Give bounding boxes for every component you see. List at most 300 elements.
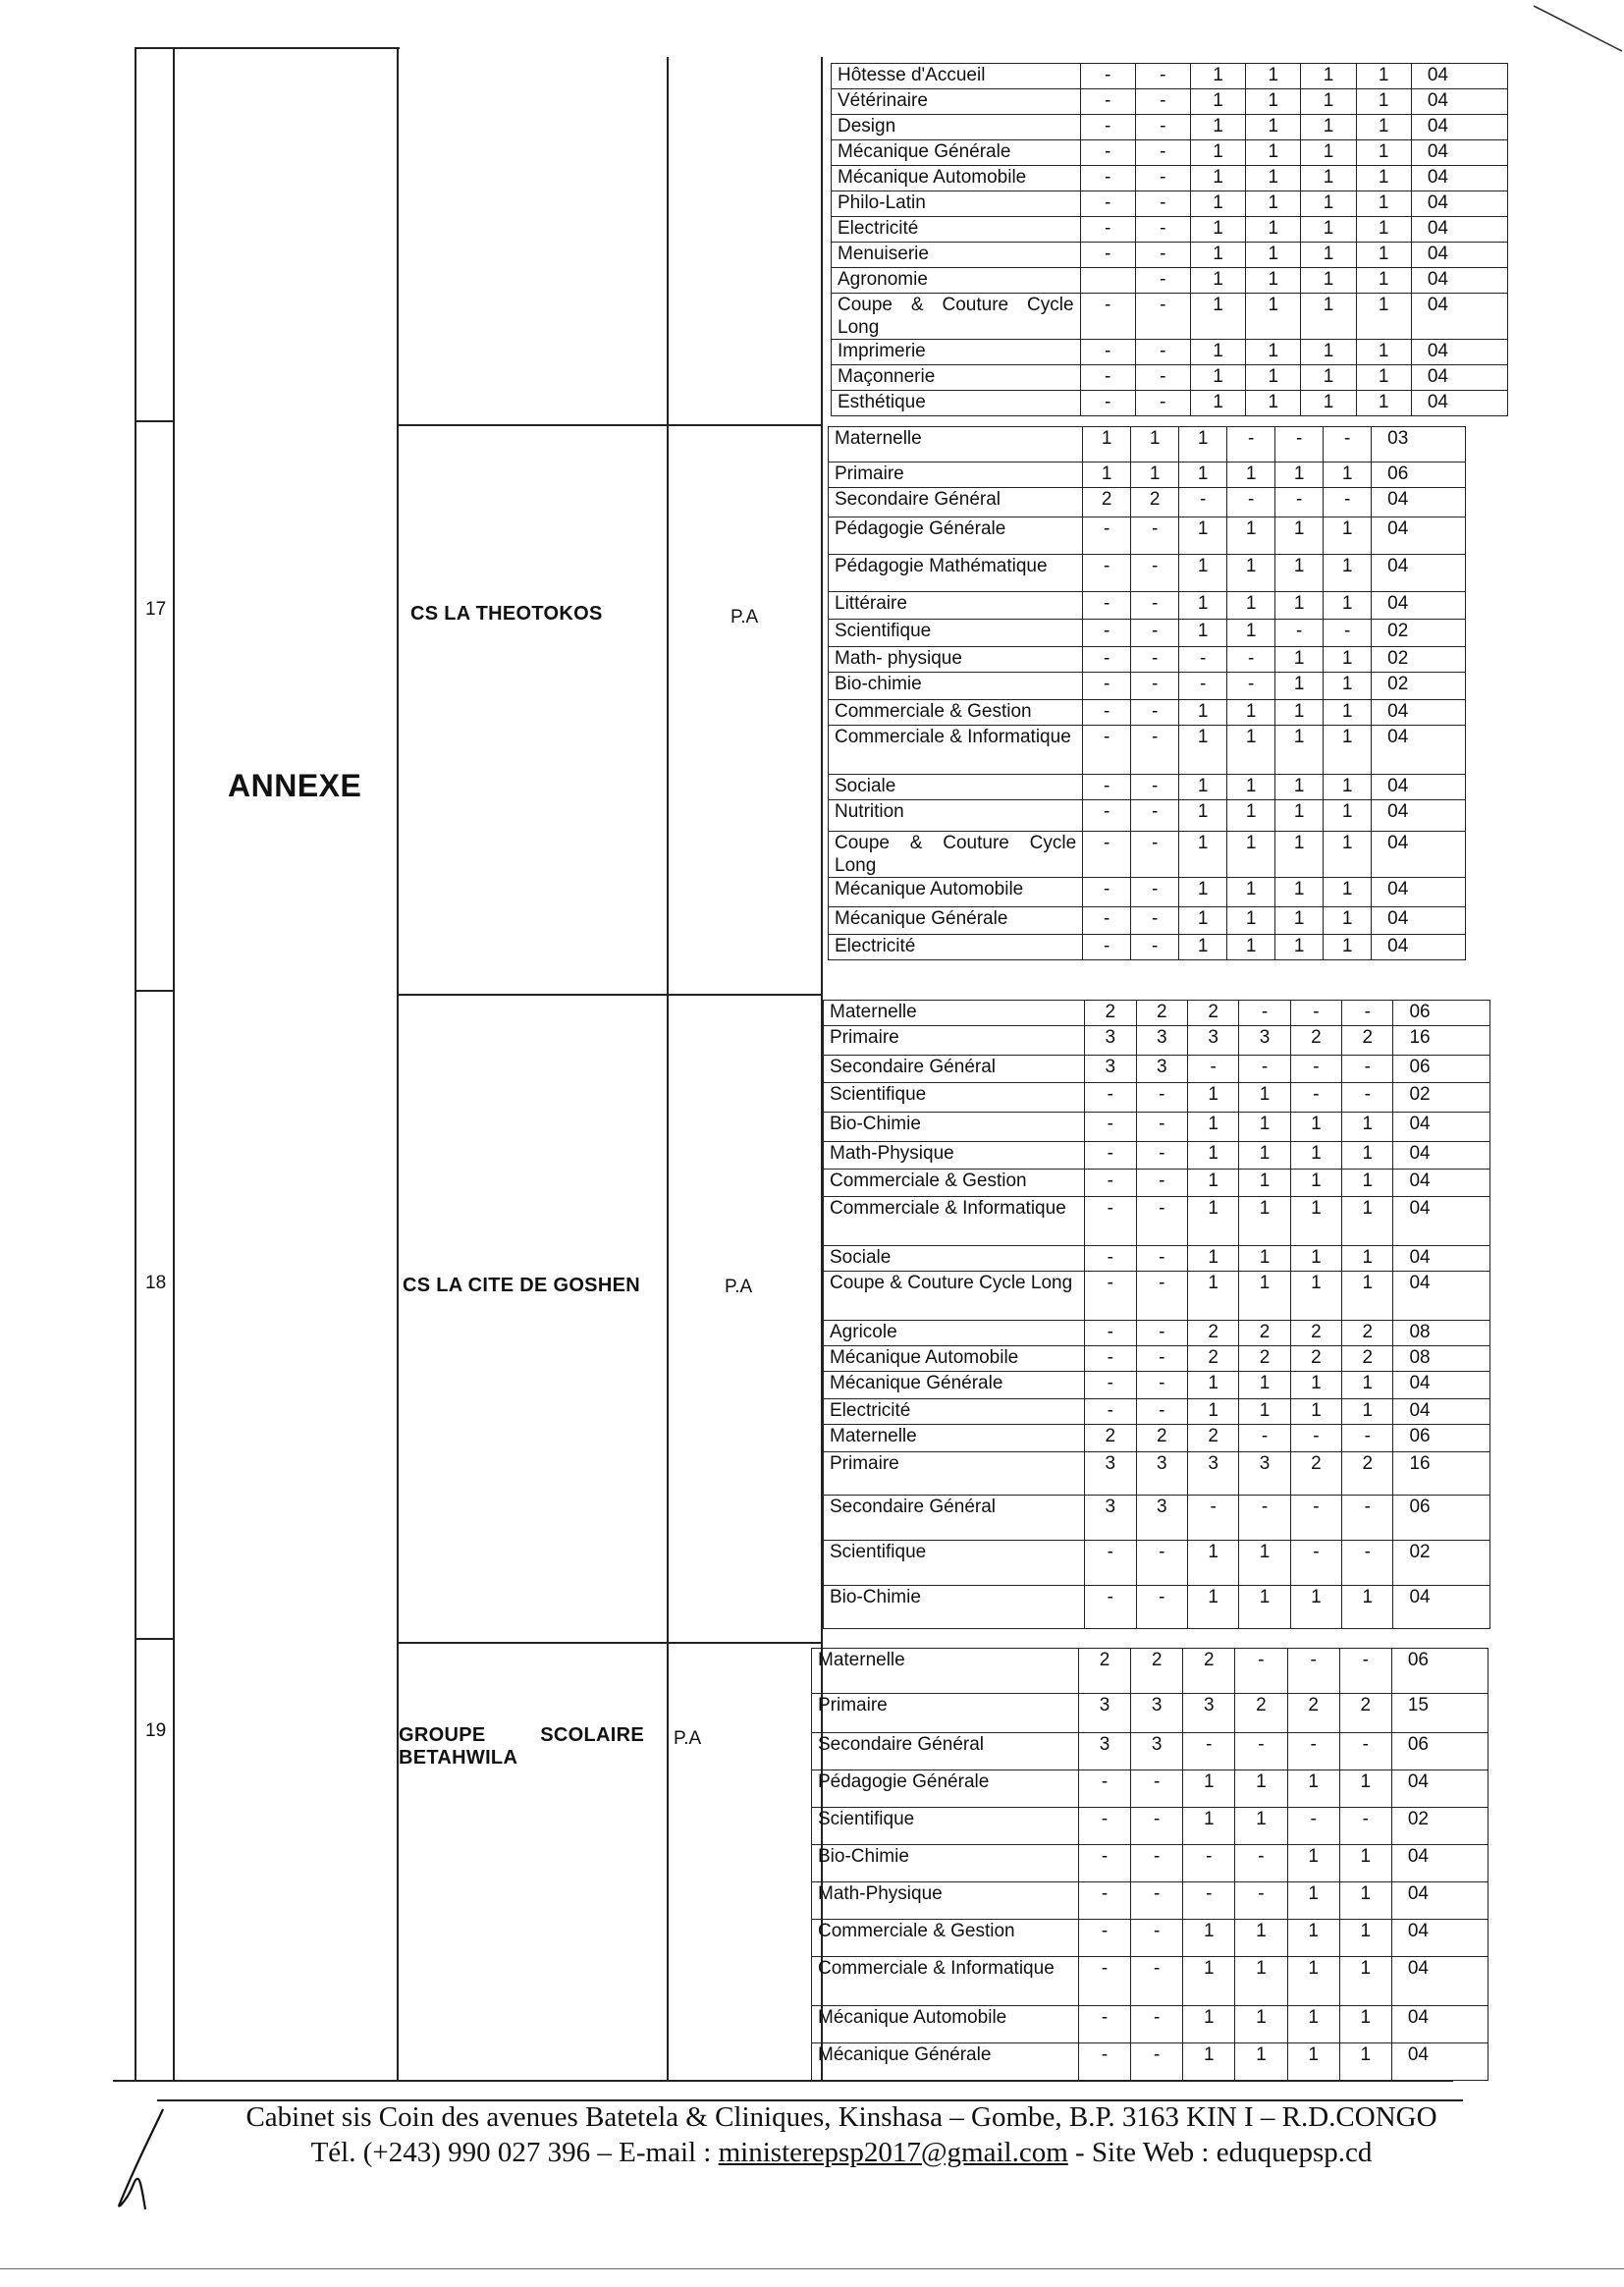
footer-email-link[interactable]: ministerepsp2017@gmail.com — [718, 2137, 1068, 2168]
class-count-cell: 1 — [1324, 463, 1372, 488]
row-total-cell: 04 — [1411, 294, 1507, 340]
class-count-cell: - — [1339, 1649, 1391, 1694]
class-count-cell: 1 — [1239, 1272, 1290, 1321]
class-count-cell: 1 — [1287, 2043, 1339, 2081]
table-row — [829, 726, 1466, 775]
row-total-cell: 04 — [1411, 243, 1507, 268]
option-name: Secondaire Général — [824, 1496, 1085, 1541]
class-count-cell: 1 — [1301, 64, 1356, 89]
class-count-cell: 1 — [1342, 1113, 1393, 1142]
class-count-cell: 1 — [1187, 1083, 1238, 1113]
row-total-cell: 04 — [1391, 1920, 1488, 1957]
class-count-cell: - — [1080, 365, 1135, 391]
table-row — [824, 1197, 1490, 1246]
class-count-cell: 1 — [1179, 832, 1227, 878]
class-count-cell: 1 — [1275, 463, 1324, 488]
class-count-cell: - — [1131, 2043, 1183, 2081]
option-name: Pédagogie Générale — [812, 1770, 1079, 1808]
row-total-cell: 06 — [1372, 463, 1466, 488]
class-count-cell: 1 — [1339, 2043, 1391, 2081]
option-name: Math-Physique — [824, 1142, 1085, 1170]
class-count-cell: 1 — [1275, 832, 1324, 878]
annexe-label: ANNEXE — [228, 768, 362, 803]
class-count-cell: - — [1290, 1541, 1341, 1586]
class-count-cell: 1 — [1246, 166, 1301, 191]
class-count-cell: 1 — [1342, 1197, 1393, 1246]
class-count-cell: - — [1131, 878, 1179, 907]
class-count-cell: - — [1227, 488, 1275, 517]
class-count-cell: - — [1080, 217, 1135, 243]
class-count-cell: - — [1131, 2006, 1183, 2043]
class-count-cell: - — [1290, 1056, 1341, 1083]
row-total-cell: 04 — [1393, 1399, 1490, 1425]
footer-contact — [0, 2137, 1624, 2169]
table-row — [832, 340, 1508, 365]
table-row — [824, 1272, 1490, 1321]
class-count-cell: 1 — [1356, 365, 1411, 391]
class-count-cell: 1 — [1190, 115, 1245, 140]
class-count-cell: - — [1290, 1001, 1341, 1026]
class-count-cell: 1 — [1356, 191, 1411, 217]
class-count-cell: 1 — [1190, 166, 1245, 191]
class-count-cell: 1 — [1246, 191, 1301, 217]
class-count-cell: 2 — [1287, 1694, 1339, 1733]
option-name: Coupe & Couture Cycle Long — [832, 294, 1081, 340]
class-count-cell: 1 — [1301, 294, 1356, 340]
table-row — [829, 488, 1466, 517]
class-count-cell: 1 — [1324, 700, 1372, 726]
class-count-cell: 3 — [1131, 1733, 1183, 1770]
class-count-cell: - — [1131, 907, 1179, 935]
class-count-cell: 3 — [1187, 1452, 1238, 1496]
row-total-cell: 06 — [1393, 1056, 1490, 1083]
class-count-cell: 1 — [1301, 191, 1356, 217]
table-row — [832, 391, 1508, 416]
class-count-cell: 1 — [1179, 935, 1227, 960]
class-count-cell: 1 — [1083, 463, 1131, 488]
class-count-cell: 1 — [1187, 1372, 1238, 1399]
class-count-cell: 1 — [1301, 140, 1356, 166]
table-row — [832, 166, 1508, 191]
class-count-cell: 3 — [1239, 1452, 1290, 1496]
class-count-cell: - — [1085, 1170, 1136, 1197]
class-count-cell: - — [1131, 935, 1179, 960]
class-count-cell: - — [1131, 1957, 1183, 2006]
class-count-cell: 1 — [1187, 1541, 1238, 1586]
table-row — [832, 217, 1508, 243]
option-name: Vétérinaire — [832, 89, 1081, 115]
table-row — [824, 1346, 1490, 1372]
class-count-cell: - — [1131, 517, 1179, 555]
row-total-cell: 04 — [1411, 365, 1507, 391]
class-count-cell: - — [1235, 1649, 1287, 1694]
table-row — [832, 268, 1508, 294]
row-total-cell: 04 — [1393, 1586, 1490, 1629]
class-count-cell: 2 — [1239, 1346, 1290, 1372]
option-name: Maternelle — [824, 1425, 1085, 1452]
class-count-cell: 1 — [1275, 907, 1324, 935]
class-count-cell: 1 — [1324, 935, 1372, 960]
class-count-cell: 1 — [1179, 907, 1227, 935]
table-row — [824, 1246, 1490, 1272]
class-count-cell: 1 — [1235, 1957, 1287, 2006]
option-name: Mécanique Automobile — [824, 1346, 1085, 1372]
class-count-cell: 1 — [1227, 907, 1275, 935]
row-total-cell: 04 — [1372, 832, 1466, 878]
class-count-cell: 1 — [1183, 1770, 1235, 1808]
table-row — [829, 800, 1466, 832]
class-count-cell: 3 — [1085, 1496, 1136, 1541]
option-name: Nutrition — [829, 800, 1083, 832]
class-count-cell: - — [1085, 1197, 1136, 1246]
row-total-cell: 04 — [1393, 1170, 1490, 1197]
footer-website: - Site Web : eduquepsp.cd — [1067, 2137, 1373, 2168]
class-count-cell: 1 — [1287, 1845, 1339, 1882]
row-total-cell: 04 — [1372, 488, 1466, 517]
table-row — [824, 1496, 1490, 1541]
class-count-cell: - — [1136, 1170, 1187, 1197]
class-count-cell: 1 — [1356, 140, 1411, 166]
row-total-cell: 04 — [1372, 907, 1466, 935]
class-count-cell: 1 — [1324, 832, 1372, 878]
option-name: Bio-Chimie — [812, 1845, 1079, 1882]
class-count-cell: 1 — [1301, 365, 1356, 391]
options-table-groupe-scolaire-betahwila — [811, 1648, 1489, 2081]
class-count-cell: 1 — [1190, 243, 1245, 268]
class-count-cell: 2 — [1290, 1321, 1341, 1346]
option-name: Agricole — [824, 1321, 1085, 1346]
table-row — [832, 64, 1508, 89]
class-count-cell: - — [1085, 1113, 1136, 1142]
class-count-cell: - — [1080, 391, 1135, 416]
class-count-cell: 1 — [1239, 1586, 1290, 1629]
class-count-cell: - — [1135, 340, 1190, 365]
class-count-cell: 1 — [1246, 243, 1301, 268]
class-count-cell: 1 — [1301, 340, 1356, 365]
class-count-cell: 2 — [1085, 1425, 1136, 1452]
class-count-cell: - — [1131, 1845, 1183, 1882]
row-total-cell: 04 — [1411, 89, 1507, 115]
class-count-cell: - — [1085, 1541, 1136, 1586]
row-total-cell: 04 — [1411, 191, 1507, 217]
class-count-cell: 1 — [1339, 1882, 1391, 1920]
class-count-cell: 1 — [1187, 1246, 1238, 1272]
class-count-cell: 1 — [1239, 1197, 1290, 1246]
class-count-cell: 1 — [1190, 340, 1245, 365]
class-count-cell: 1 — [1246, 268, 1301, 294]
class-count-cell: - — [1083, 620, 1131, 647]
class-count-cell: - — [1342, 1425, 1393, 1452]
class-count-cell: - — [1078, 1882, 1130, 1920]
class-count-cell: - — [1179, 647, 1227, 673]
table-row — [824, 1586, 1490, 1629]
row-total-cell: 04 — [1391, 1882, 1488, 1920]
option-name: Secondaire Général — [812, 1733, 1079, 1770]
row-total-cell: 02 — [1391, 1808, 1488, 1845]
class-count-cell: 1 — [1190, 64, 1245, 89]
class-count-cell: 1 — [1290, 1372, 1341, 1399]
class-count-cell: 1 — [1235, 2043, 1287, 2081]
table-row — [829, 832, 1466, 878]
class-count-cell: - — [1136, 1083, 1187, 1113]
class-count-cell: 3 — [1136, 1026, 1187, 1056]
option-name: Maternelle — [812, 1649, 1079, 1694]
school-name-19-line1: GROUPE SCOLAIRE — [399, 1724, 644, 1746]
class-count-cell: 1 — [1239, 1113, 1290, 1142]
table-row — [832, 365, 1508, 391]
class-count-cell: 2 — [1083, 488, 1131, 517]
class-count-cell: 2 — [1342, 1321, 1393, 1346]
class-count-cell: 1 — [1339, 1770, 1391, 1808]
class-count-cell: - — [1131, 800, 1179, 832]
option-name: Hôtesse d'Accueil — [832, 64, 1081, 89]
class-count-cell: 1 — [1324, 800, 1372, 832]
class-count-cell: 1 — [1246, 64, 1301, 89]
class-count-cell: 2 — [1183, 1649, 1235, 1694]
class-count-cell: 2 — [1187, 1001, 1238, 1026]
class-count-cell: - — [1287, 1808, 1339, 1845]
class-count-cell: 1 — [1239, 1541, 1290, 1586]
class-count-cell: - — [1183, 1845, 1235, 1882]
option-name: Commerciale & Gestion — [829, 700, 1083, 726]
school-status-18: P.A — [725, 1277, 753, 1297]
option-name: Mécanique Automobile — [829, 878, 1083, 907]
class-count-cell: - — [1083, 647, 1131, 673]
class-count-cell: 1 — [1290, 1272, 1341, 1321]
row-total-cell: 04 — [1393, 1197, 1490, 1246]
separator-17-top — [135, 420, 175, 422]
class-count-cell: 1 — [1190, 191, 1245, 217]
class-count-cell: 2 — [1290, 1452, 1341, 1496]
class-count-cell: - — [1131, 726, 1179, 775]
table-row — [824, 1399, 1490, 1425]
class-count-cell: - — [1078, 2006, 1130, 2043]
class-count-cell: 1 — [1179, 592, 1227, 620]
class-count-cell: - — [1080, 89, 1135, 115]
table-row — [812, 1920, 1489, 1957]
option-name: Mécanique Générale — [832, 140, 1081, 166]
class-count-cell: 1 — [1356, 166, 1411, 191]
frame-line-left — [135, 47, 136, 2080]
row-total-cell: 06 — [1393, 1496, 1490, 1541]
class-count-cell: 1 — [1190, 89, 1245, 115]
class-count-cell: 2 — [1131, 1649, 1183, 1694]
class-count-cell: 2 — [1290, 1026, 1341, 1056]
table-row — [829, 517, 1466, 555]
class-count-cell: 1 — [1187, 1272, 1238, 1321]
class-count-cell: 2 — [1342, 1346, 1393, 1372]
class-count-cell: - — [1135, 268, 1190, 294]
class-count-cell: 1 — [1183, 1957, 1235, 2006]
class-count-cell: 1 — [1235, 1770, 1287, 1808]
class-count-cell: 1 — [1179, 620, 1227, 647]
row-total-cell: 06 — [1391, 1733, 1488, 1770]
option-name: Commerciale & Informatique — [824, 1197, 1085, 1246]
class-count-cell: - — [1085, 1083, 1136, 1113]
table-row — [829, 647, 1466, 673]
row-total-cell: 04 — [1372, 592, 1466, 620]
table-row — [832, 243, 1508, 268]
table-row — [812, 1694, 1489, 1733]
class-count-cell: - — [1083, 775, 1131, 800]
class-count-cell: 1 — [1342, 1272, 1393, 1321]
class-count-cell: 1 — [1246, 115, 1301, 140]
class-count-cell: 1 — [1227, 832, 1275, 878]
class-count-cell: 1 — [1190, 268, 1245, 294]
class-count-cell: - — [1135, 365, 1190, 391]
class-count-cell: 2 — [1187, 1321, 1238, 1346]
class-count-cell: 1 — [1356, 391, 1411, 416]
option-name: Electricité — [824, 1399, 1085, 1425]
option-name: Philo-Latin — [832, 191, 1081, 217]
table-row — [824, 1321, 1490, 1346]
school-status-19: P.A — [674, 1728, 702, 1749]
row-total-cell: 04 — [1411, 64, 1507, 89]
class-count-cell: - — [1083, 592, 1131, 620]
class-count-cell: 1 — [1239, 1246, 1290, 1272]
options-table-block-16 — [831, 63, 1508, 416]
row-total-cell: 04 — [1393, 1142, 1490, 1170]
row-total-cell: 04 — [1372, 517, 1466, 555]
class-count-cell: 1 — [1324, 726, 1372, 775]
class-count-cell: 1 — [1179, 463, 1227, 488]
class-count-cell: - — [1131, 1808, 1183, 1845]
table-row — [824, 1026, 1490, 1056]
class-count-cell: 1 — [1227, 775, 1275, 800]
option-name: Commerciale & Informatique — [812, 1957, 1079, 2006]
class-count-cell: - — [1085, 1246, 1136, 1272]
class-count-cell: - — [1135, 391, 1190, 416]
row-total-cell: 03 — [1372, 427, 1466, 463]
option-name: Imprimerie — [832, 340, 1081, 365]
class-count-cell: - — [1135, 217, 1190, 243]
footer-address: Cabinet sis Coin des avenues Batetela & Cliniques, Kinshasa – Gombe, B.P. 3163 KIN I – R.D.CONGO — [245, 2101, 1437, 2133]
row-total-cell: 04 — [1372, 935, 1466, 960]
option-name: Coupe & Couture Cycle Long — [829, 832, 1083, 878]
class-count-cell: - — [1135, 166, 1190, 191]
option-name: Pédagogie Générale — [829, 517, 1083, 555]
option-name: Maternelle — [829, 427, 1083, 463]
table-row — [829, 555, 1466, 592]
option-name: Scientifique — [824, 1083, 1085, 1113]
class-count-cell: 1 — [1287, 1957, 1339, 2006]
class-count-cell: 1 — [1179, 517, 1227, 555]
class-count-cell: 1 — [1239, 1170, 1290, 1197]
class-count-cell: - — [1085, 1399, 1136, 1425]
class-count-cell: - — [1083, 673, 1131, 700]
frame-line-annexe-col — [397, 47, 399, 2080]
class-count-cell: 1 — [1246, 391, 1301, 416]
table-row — [824, 1056, 1490, 1083]
class-count-cell: 1 — [1183, 2043, 1235, 2081]
class-count-cell: 1 — [1235, 1808, 1287, 1845]
class-count-cell: 1 — [1356, 89, 1411, 115]
class-count-cell: 1 — [1183, 1808, 1235, 1845]
class-count-cell: - — [1085, 1142, 1136, 1170]
class-count-cell: - — [1078, 1770, 1130, 1808]
row-total-cell: 04 — [1411, 268, 1507, 294]
class-count-cell: 1 — [1239, 1399, 1290, 1425]
class-count-cell: - — [1324, 488, 1372, 517]
options-table-cs-la-theotokos — [828, 426, 1466, 960]
class-count-cell: 1 — [1227, 517, 1275, 555]
option-name: Littéraire — [829, 592, 1083, 620]
school-number-19: 19 — [145, 1720, 167, 1741]
class-count-cell: - — [1078, 2043, 1130, 2081]
class-count-cell: 1 — [1275, 726, 1324, 775]
option-name: Sociale — [829, 775, 1083, 800]
class-count-cell: 1 — [1301, 217, 1356, 243]
class-count-cell: 3 — [1183, 1694, 1235, 1733]
class-count-cell: 2 — [1187, 1346, 1238, 1372]
class-count-cell: 1 — [1246, 140, 1301, 166]
class-count-cell: 1 — [1356, 217, 1411, 243]
option-name: Mécanique Automobile — [832, 166, 1081, 191]
row-total-cell: 06 — [1393, 1001, 1490, 1026]
row-total-cell: 06 — [1393, 1425, 1490, 1452]
class-count-cell: 1 — [1342, 1372, 1393, 1399]
table-row — [824, 1001, 1490, 1026]
class-count-cell: - — [1080, 64, 1135, 89]
option-name: Bio-chimie — [829, 673, 1083, 700]
class-count-cell: - — [1275, 620, 1324, 647]
class-count-cell: 1 — [1235, 1920, 1287, 1957]
class-count-cell: 1 — [1179, 800, 1227, 832]
class-count-cell: - — [1342, 1083, 1393, 1113]
class-count-cell: - — [1135, 243, 1190, 268]
class-count-cell: - — [1136, 1346, 1187, 1372]
option-name: Primaire — [824, 1026, 1085, 1056]
class-count-cell: 3 — [1136, 1056, 1187, 1083]
class-count-cell: - — [1135, 191, 1190, 217]
table-row — [832, 191, 1508, 217]
class-count-cell: - — [1131, 647, 1179, 673]
class-count-cell: - — [1131, 555, 1179, 592]
class-count-cell: 1 — [1239, 1142, 1290, 1170]
class-count-cell: - — [1239, 1001, 1290, 1026]
class-count-cell: - — [1083, 832, 1131, 878]
class-count-cell: 1 — [1246, 217, 1301, 243]
class-count-cell: 1 — [1339, 1845, 1391, 1882]
row-total-cell: 02 — [1393, 1083, 1490, 1113]
option-name: Primaire — [812, 1694, 1079, 1733]
option-name: Secondaire Général — [829, 488, 1083, 517]
class-count-cell: 1 — [1227, 463, 1275, 488]
class-count-cell: 1 — [1287, 1920, 1339, 1957]
class-count-cell: 2 — [1342, 1452, 1393, 1496]
class-count-cell: 1 — [1301, 391, 1356, 416]
class-count-cell: 3 — [1085, 1452, 1136, 1496]
school-name-19-line2: BETAHWILA — [399, 1747, 518, 1769]
class-count-cell: - — [1085, 1586, 1136, 1629]
option-name: Bio-Chimie — [824, 1113, 1085, 1142]
class-count-cell: - — [1136, 1321, 1187, 1346]
class-count-cell: 2 — [1235, 1694, 1287, 1733]
class-count-cell: 1 — [1339, 1920, 1391, 1957]
class-count-cell: - — [1339, 1733, 1391, 1770]
class-count-cell: - — [1078, 1957, 1130, 2006]
row-total-cell: 04 — [1393, 1272, 1490, 1321]
class-count-cell: - — [1078, 1808, 1130, 1845]
class-count-cell: 1 — [1190, 294, 1245, 340]
class-count-cell: 1 — [1342, 1142, 1393, 1170]
class-count-cell: 1 — [1183, 1920, 1235, 1957]
class-count-cell: - — [1085, 1372, 1136, 1399]
class-count-cell: 1 — [1179, 555, 1227, 592]
table-row — [812, 1649, 1489, 1694]
class-count-cell: - — [1290, 1496, 1341, 1541]
footer-phone: Tél. (+243) 990 027 396 – E-mail : — [310, 2137, 719, 2168]
